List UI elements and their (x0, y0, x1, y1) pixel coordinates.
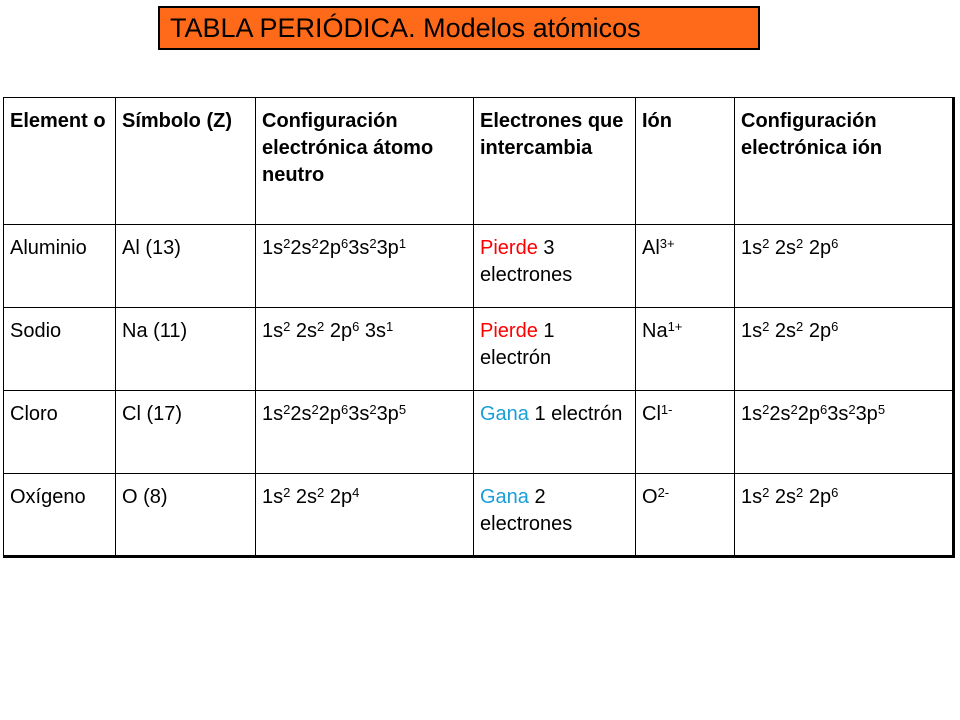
exchange-detail: 1 electrón (528, 403, 623, 425)
orbital-electrons: 2 (369, 236, 377, 251)
header-row (4, 98, 954, 225)
orbital-electrons: 2 (796, 236, 804, 251)
electron-exchange (474, 308, 636, 391)
orbital-electrons: 2 (762, 402, 770, 417)
element-symbol: Al (13) (116, 225, 256, 308)
orbital-electrons: 6 (819, 402, 828, 417)
element-name: Aluminio (4, 225, 116, 308)
ion-charge: 2- (657, 485, 670, 500)
ion-charge: 1+ (667, 319, 683, 334)
ion-charge: 1- (660, 402, 673, 417)
neutral-config: $1s^22s^22p^63s^23p^5$ (256, 391, 474, 474)
exchange-verb: Pierde (480, 320, 538, 342)
header-electrons-exchanged: Electrones que intercambia (474, 98, 636, 225)
ion-charge: 3+ (659, 236, 675, 251)
orbital-electrons: 2 (848, 402, 856, 417)
header-element: Element o (4, 98, 116, 225)
element-name: Cloro (4, 391, 116, 474)
element-name: Sodio (4, 308, 116, 391)
exchange-detail: 3 electrones (480, 237, 573, 286)
ion (636, 225, 735, 308)
orbital-electrons: 1 (398, 236, 407, 251)
header-config-ion: Configuración electrónica ión (735, 98, 954, 225)
neutral-config: $1s^2$ $2s^2$ $2p^6$ $3s^1$ (256, 308, 474, 391)
exchange-verb: Gana (480, 403, 529, 425)
orbital-electrons: 2 (317, 485, 325, 500)
neutral-config: $1s^2$ $2s^2$ $2p^4$ (256, 474, 474, 557)
orbital-electrons: 4 (352, 485, 360, 500)
ion (636, 474, 735, 557)
ion-config: $1s^2$ $2s^2$ $2p^6$ (735, 308, 954, 391)
table-row (4, 474, 954, 557)
electron-exchange (474, 225, 636, 308)
page-title: TABLA PERIÓDICA. Modelos atómicos (158, 6, 760, 50)
periodic-table (3, 97, 955, 558)
orbital-electrons: 6 (352, 319, 360, 334)
exchange-detail: 2 electrones (480, 486, 573, 535)
table-row (4, 225, 954, 308)
orbital-electrons: 6 (831, 236, 839, 251)
orbital-electrons: 2 (283, 236, 291, 251)
ion (636, 391, 735, 474)
neutral-config: $1s^22s^22p^63s^23p^1$ (256, 225, 474, 308)
exchange-verb: Gana (480, 486, 529, 508)
orbital-electrons: 6 (340, 236, 349, 251)
electron-exchange (474, 391, 636, 474)
ion-symbol: Cl (642, 403, 661, 425)
header-ion: Ión (636, 98, 735, 225)
exchange-detail: 1 electrón (480, 320, 555, 369)
header-config-neutral: Configuración electrónica átomo neutro (256, 98, 474, 225)
orbital-electrons: 2 (762, 485, 770, 500)
orbital-electrons: 5 (877, 402, 886, 417)
ion-config: $1s^2$ $2s^2$ $2p^6$ (735, 225, 954, 308)
electron-exchange (474, 474, 636, 557)
ion (636, 308, 735, 391)
orbital-electrons: 2 (762, 319, 770, 334)
orbital-electrons: 1 (386, 319, 394, 334)
orbital-electrons: 2 (283, 402, 291, 417)
orbital-electrons: 6 (340, 402, 349, 417)
orbital-electrons: 2 (311, 236, 319, 251)
table-row (4, 308, 954, 391)
ion-symbol: Al (642, 237, 660, 259)
element-symbol: O (8) (116, 474, 256, 557)
orbital-electrons: 2 (369, 402, 377, 417)
orbital-electrons: 2 (283, 319, 291, 334)
orbital-electrons: 2 (796, 319, 804, 334)
table-row (4, 391, 954, 474)
orbital-electrons: 2 (796, 485, 804, 500)
element-symbol: Na (11) (116, 308, 256, 391)
orbital-electrons: 6 (831, 485, 839, 500)
ion-symbol: Na (642, 320, 668, 342)
orbital-electrons: 2 (317, 319, 325, 334)
element-name: Oxígeno (4, 474, 116, 557)
header-symbol: Símbolo (Z) (116, 98, 256, 225)
ion-config: $1s^22s^22p^63s^23p^5$ (735, 391, 954, 474)
orbital-electrons: 2 (790, 402, 798, 417)
ion-symbol: O (642, 486, 658, 508)
exchange-verb: Pierde (480, 237, 538, 259)
orbital-electrons: 5 (398, 402, 407, 417)
ion-config: $1s^2$ $2s^2$ $2p^6$ (735, 474, 954, 557)
orbital-electrons: 2 (311, 402, 319, 417)
orbital-electrons: 2 (283, 485, 291, 500)
element-symbol: Cl (17) (116, 391, 256, 474)
orbital-electrons: 6 (831, 319, 839, 334)
orbital-electrons: 2 (762, 236, 770, 251)
